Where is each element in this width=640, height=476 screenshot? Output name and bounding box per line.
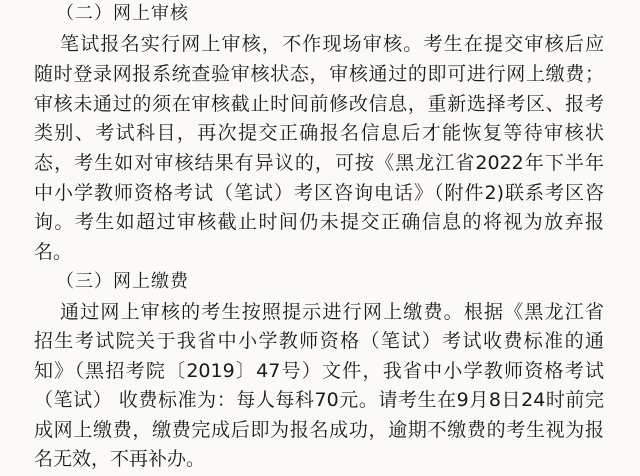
section-heading-online-payment: （三）网上缴费 bbox=[56, 271, 189, 292]
paragraph-line: 名无效，不再补办。 bbox=[34, 448, 206, 470]
paragraph-line: 知》（黑招考院〔2019〕47号）文件，我省中小学教师资格考试 bbox=[34, 360, 604, 382]
paragraph-line: （笔试） 收费标准为：每人每科70元。请考生在9月8日24时前完 bbox=[34, 389, 604, 411]
paragraph-line: 审核未通过的须在审核截止时间前修改信息，重新选择考区、报考 bbox=[34, 93, 604, 115]
paragraph-line: 询。考生如超过审核截止时间仍未提交正确信息的将视为放弃报 bbox=[34, 211, 604, 233]
paragraph-line: 态，考生如对审核结果有异议的，可按《黑龙江省2022年下半年 bbox=[34, 152, 604, 174]
paragraph-line: 成网上缴费，缴费完成后即为报名成功，逾期不缴费的考生视为报 bbox=[34, 419, 604, 441]
paragraph-line: 中小学教师资格考试（笔试）考区咨询电话》（附件2)联系考区咨 bbox=[34, 182, 604, 204]
paragraph-line: 名。 bbox=[34, 241, 73, 263]
paragraph-line: 笔试报名实行网上审核，不作现场审核。考生在提交审核后应 bbox=[60, 33, 604, 55]
paragraph-line: 招生考试院关于我省中小学教师资格（笔试）考试收费标准的通 bbox=[34, 330, 604, 352]
paragraph-line: 类别、考试科目，再次提交正确报名信息后才能恢复等待审核状 bbox=[34, 122, 604, 144]
paragraph-line: 随时登录网报系统查验审核状态，审核通过的即可进行网上缴费； bbox=[34, 63, 604, 85]
section-heading-online-review: （二）网上审核 bbox=[56, 3, 189, 24]
paragraph-line: 通过网上审核的考生按照提示进行网上缴费。根据《黑龙江省 bbox=[60, 301, 604, 323]
